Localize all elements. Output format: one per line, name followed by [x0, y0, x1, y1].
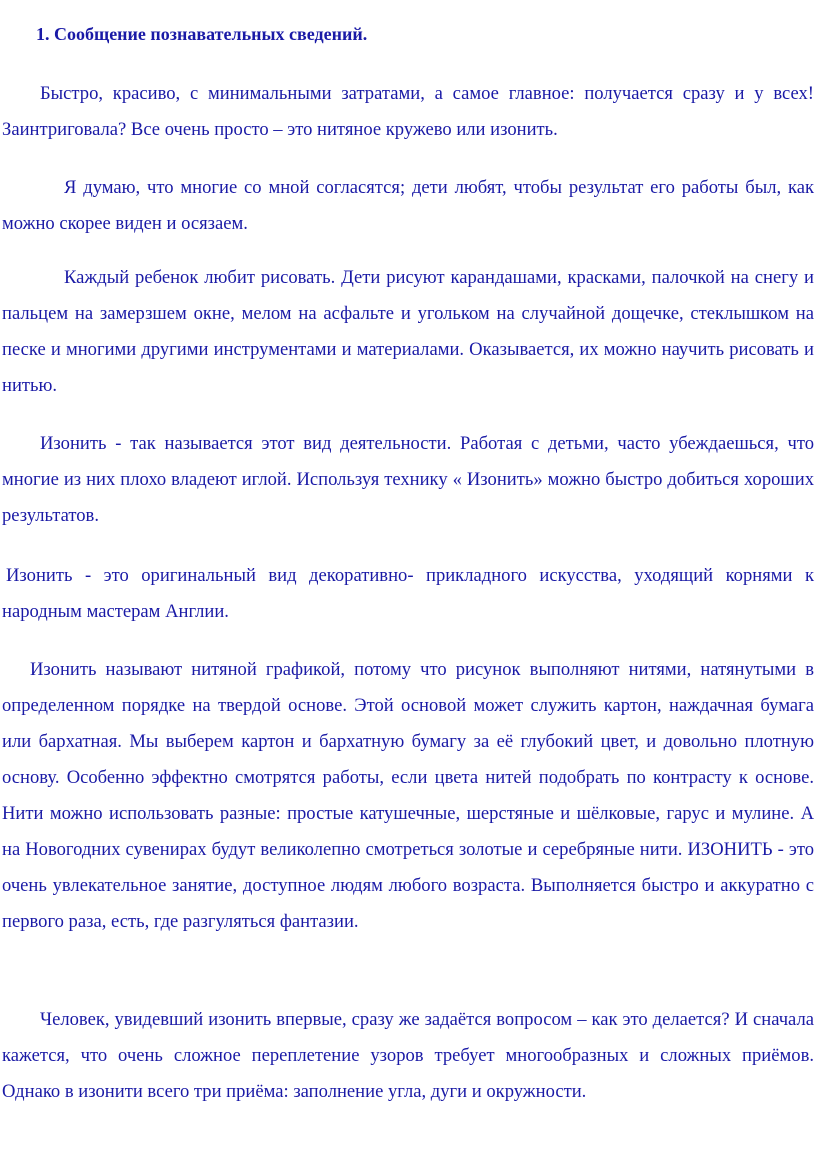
paragraph-thread-graphics: Изонить называют нитяной графикой, потому что рисунок выполняют нитями, натянутыми в определенном порядке на твердой основе. Этой основой может служить картон, наждачная бумага или бархатная. Мы выберем картон и бархатную бумагу за её глубокий цвет, и довольно плотную основу. Особенно эффектно смотрятся работы, если цвета нитей подобрать по контрасту к основе. Нити можно использовать разные: простые катушечные, шерстяные и шёлковые, гарус и мулине. А на Новогодних сувенирах будут великолепно смотреться золотые и серебряные нити. [2, 659, 814, 860]
section-heading: 1. Сообщение познавательных сведений. [36, 24, 368, 44]
paragraph-izonit-definition: Изонить - так называется этот вид деятельности. Работая с детьми, часто убеждаешься, что многие из них плохо владеют иглой. Используя технику « Изонить» можно быстро добиться хороших результатов. [2, 433, 814, 526]
paragraph-izonit-hobby: ИЗОНИТЬ - это очень увлекательное занятие, доступное людям любого возраста. Выполняется быстро и аккуратно с первого раза, есть, где разгуляться фантазии. [2, 839, 814, 932]
paragraph-thread-graphics-block [2, 652, 814, 940]
paragraph-izonit-origin: Изонить - это оригинальный вид декоративно- прикладного искусства, уходящий корнями к народным мастерам Англии. [2, 565, 814, 622]
paragraph-intro: Быстро, красиво, с минимальными затратами, а самое главное: получается сразу и у всех! Заинтриговала? Все очень просто – это нитяное кружево или изонить. [2, 83, 814, 140]
paragraph-children-results: Я думаю, что многие со мной согласятся; дети любят, чтобы результат его работы был, как можно скорее виден и осязаем. [2, 177, 814, 234]
paragraph-techniques: Человек, увидевший изонить впервые, сразу же задаётся вопросом – как это делается? И сначала кажется, что очень сложное переплетение узоров требует многообразных и сложных приёмов. Однако в изонити всего три приёма: заполнение угла, дуги и окружности. [2, 1009, 814, 1102]
paragraph-drawing: Каждый ребенок любит рисовать. Дети рисуют карандашами, красками, палочкой на снегу и пальцем на замерзшем окне, мелом на асфальте и угольком на случайной дощечке, стеклышком на песке и многими другими инструментами и материалами. Оказывается, их можно научить рисовать и нитью. [2, 267, 814, 396]
